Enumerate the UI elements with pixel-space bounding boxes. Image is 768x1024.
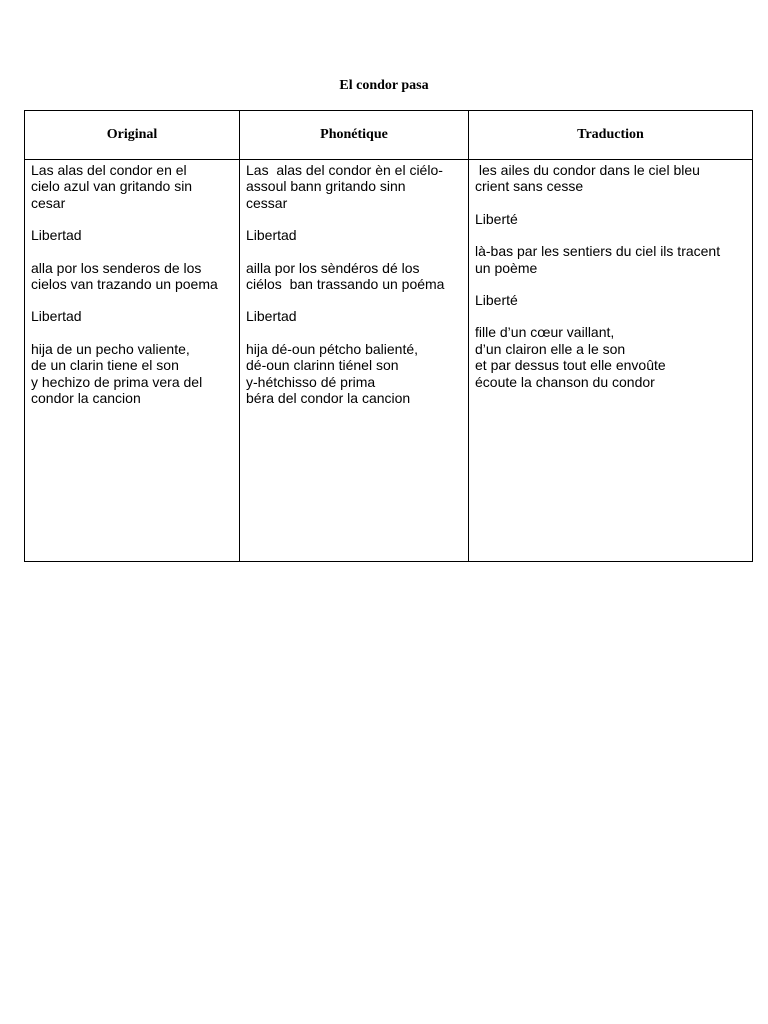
original-stanza-3: alla por los senderos de los cielos van trazando un poema [31,259,218,293]
phonetique-stanza-1: Las alas del condor èn el ciélo- assoul bann gritando sinn cessar [246,162,443,211]
traduction-stanza-3: là-bas par les sentiers du ciel ils tracent un poème [475,243,721,276]
phonetique-stanza-4: Libertad [246,308,297,325]
table-row [25,160,753,562]
document-title: El condor pasa [339,78,429,93]
traduction-stanza-4: Liberté [475,292,518,309]
traduction-stanza-2: Liberté [475,210,518,227]
table-header-row [25,111,753,160]
traduction-column-cell [469,160,753,562]
original-stanza-1: Las alas del condor en el cielo azul van gritando sin cesar [31,162,193,211]
phonetique-stanza-2: Libertad [246,227,297,244]
original-column-cell [25,160,240,562]
original-stanza-5: hija de un pecho valiente, de un clarin tiene el son y hechizo de prima vera del condor la cancion [31,340,203,407]
traduction-stanza-1: les ailes du condor dans le ciel bleu crient sans cesse [475,162,700,195]
original-stanza-4: Libertad [31,308,82,325]
phonetique-stanza-3: ailla por los sèndéros dé los ciélos ban trassando un poéma [246,259,445,293]
phonetique-column-cell [240,160,469,562]
header-traduction: Traduction [469,111,753,160]
lyrics-table [24,110,753,562]
header-original: Original [25,111,240,160]
original-stanza-2: Libertad [31,227,82,244]
phonetique-stanza-5: hija dé-oun pétcho balienté, dé-oun clarinn tiénel son y-hétchisso dé prima béra del condor la cancion [246,340,419,407]
traduction-stanza-5: fille d’un cœur vaillant, d’un clairon elle a le son et par dessus tout elle envoûte écoute la chanson du condor [475,324,666,390]
header-phonetique: Phonétique [240,111,469,160]
